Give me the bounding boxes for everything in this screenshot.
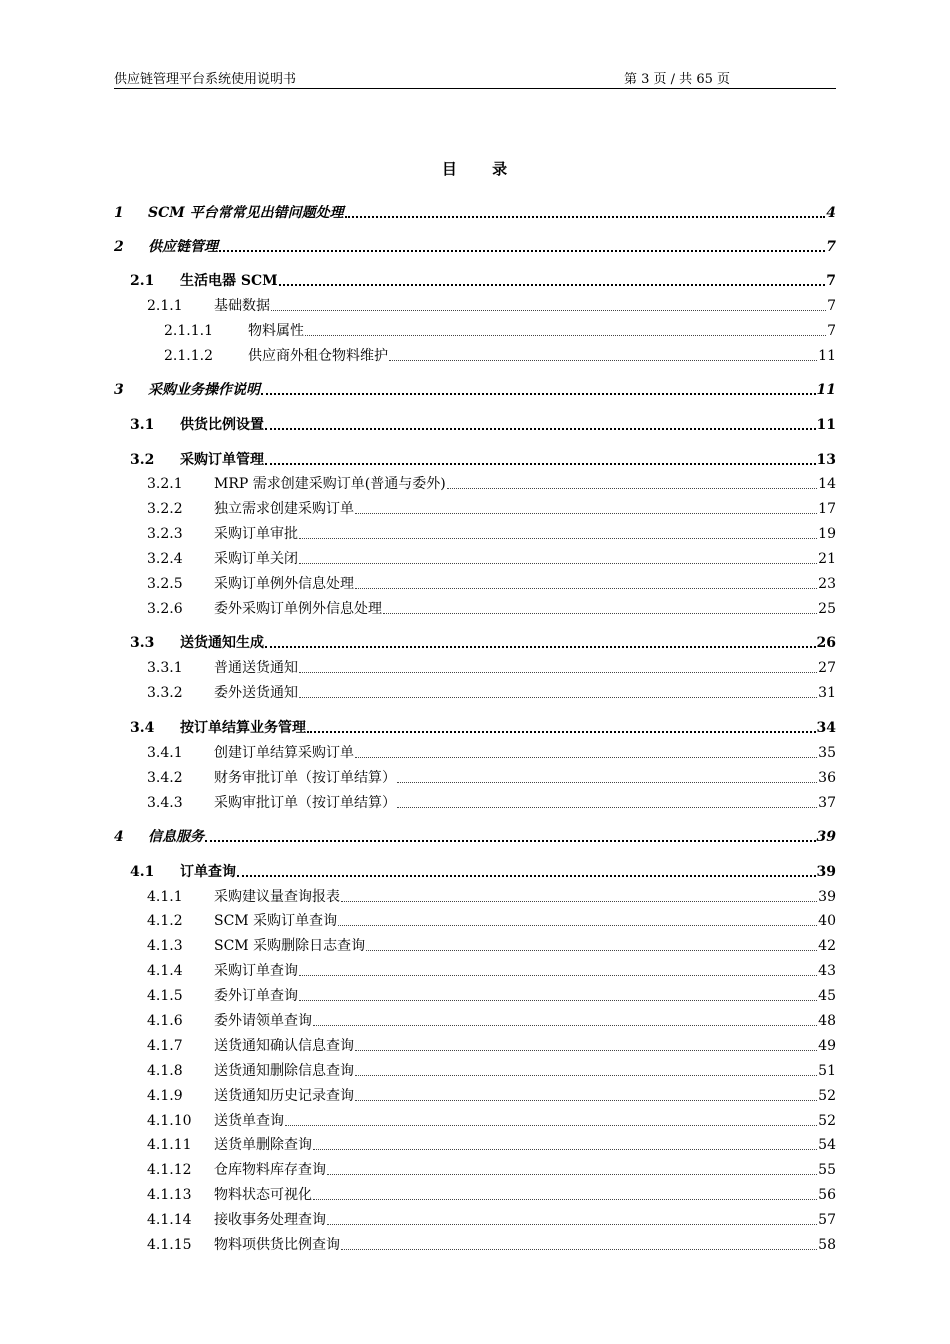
dot-leader (299, 1000, 817, 1001)
toc-entry-page: 25 (818, 601, 836, 617)
dot-leader (299, 672, 817, 673)
dot-leader (313, 1149, 817, 1150)
toc-entry[interactable] (114, 861, 836, 881)
toc-entry[interactable] (114, 345, 836, 365)
toc-entry[interactable] (114, 236, 836, 256)
toc-entry-number: 3.4.1 (147, 745, 183, 761)
toc-entry-number: 4.1.7 (147, 1038, 183, 1054)
dot-leader (355, 1050, 817, 1051)
toc-entry-number: 3.4 (130, 720, 155, 736)
toc-entry-label: 物料属性 (248, 323, 304, 339)
toc-entry-label: 采购订单关闭 (214, 551, 298, 567)
document-title: 供应链管理平台系统使用说明书 (114, 72, 297, 87)
dot-leader (299, 697, 817, 698)
toc-entry[interactable] (114, 657, 836, 677)
toc-entry-number: 4.1.14 (147, 1212, 192, 1228)
toc-entry-number: 3.2 (130, 452, 155, 468)
toc-entry[interactable] (114, 742, 836, 762)
toc-entry[interactable] (114, 935, 836, 955)
toc-entry-number: 4.1.6 (147, 1013, 183, 1029)
toc-entry-page: 54 (818, 1137, 836, 1153)
toc-entry-label: 委外采购订单例外信息处理 (214, 601, 382, 617)
dot-leader (313, 1025, 817, 1026)
dot-leader (355, 757, 817, 758)
dot-leader (299, 563, 817, 564)
toc-entry-number: 2 (114, 239, 124, 255)
toc-entry-label: 送货通知历史记录查询 (214, 1088, 354, 1104)
dot-leader (447, 488, 818, 489)
toc-entry[interactable] (114, 498, 836, 518)
toc-entry-label: 财务审批订单（按订单结算） (214, 770, 396, 786)
toc-entry-label: 普通送货通知 (214, 660, 298, 676)
toc-entry[interactable] (114, 1134, 836, 1154)
toc-entry-label: 委外订单查询 (214, 988, 298, 1004)
toc-entry-page: 11 (816, 417, 836, 433)
toc-entry-page: 49 (818, 1038, 836, 1054)
dot-leader (299, 975, 817, 976)
toc-entry-page: 36 (818, 770, 836, 786)
toc-entry[interactable] (114, 1159, 836, 1179)
toc-entry-page: 7 (826, 239, 836, 255)
toc-entry-number: 3.2.6 (147, 601, 183, 617)
dot-leader (305, 335, 826, 336)
toc-entry-number: 4.1 (130, 864, 155, 880)
toc-entry[interactable] (114, 270, 836, 290)
toc-entry-page: 57 (818, 1212, 836, 1228)
toc-entry-page: 26 (816, 635, 836, 651)
toc-entry-number: 3.4.3 (147, 795, 183, 811)
toc-entry-page: 48 (818, 1013, 836, 1029)
toc-entry-label: 送货单删除查询 (214, 1137, 312, 1153)
toc-entry-number: 4.1.12 (147, 1162, 192, 1178)
dot-leader (271, 310, 826, 311)
toc-entry[interactable] (114, 1010, 836, 1030)
toc-entry-label: 采购订单查询 (214, 963, 298, 979)
toc-entry-label: 独立需求创建采购订单 (214, 501, 354, 517)
dot-leader (383, 613, 817, 614)
toc-entry-label: MRP 需求创建采购订单(普通与委外) (214, 476, 446, 492)
toc-entry-label: 采购订单管理 (180, 452, 264, 468)
toc-entry[interactable] (114, 826, 836, 846)
toc-entry-label: 送货单查询 (214, 1113, 284, 1129)
toc-entry-page: 7 (827, 323, 836, 339)
toc-entry[interactable] (114, 523, 836, 543)
toc-entry-label: 委外送货通知 (214, 685, 298, 701)
toc-entry[interactable] (114, 717, 836, 737)
dot-leader (279, 284, 826, 286)
toc-entry-label: 物料状态可视化 (214, 1187, 312, 1203)
toc-entry-page: 40 (818, 913, 836, 929)
toc-entry-page: 55 (818, 1162, 836, 1178)
toc-entry-label: 委外请领单查询 (214, 1013, 312, 1029)
dot-leader (366, 950, 817, 951)
toc-entry-page: 58 (818, 1237, 836, 1253)
toc-entry-page: 52 (818, 1088, 836, 1104)
toc-entry[interactable] (114, 1110, 836, 1130)
toc-entry-label: 供货比例设置 (180, 417, 264, 433)
toc-entry-label: 接收事务处理查询 (214, 1212, 326, 1228)
toc-entry-label: 信息服务 (148, 829, 204, 845)
dot-leader (237, 875, 816, 877)
toc-entry-page: 43 (818, 963, 836, 979)
toc-entry[interactable] (114, 886, 836, 906)
dot-leader (355, 588, 817, 589)
toc-entry[interactable] (114, 985, 836, 1005)
dot-leader (265, 428, 816, 430)
toc-entry-label: 采购订单审批 (214, 526, 298, 542)
toc-entry-number: 3.2.4 (147, 551, 183, 567)
dot-leader (355, 1100, 817, 1101)
dot-leader (299, 538, 817, 539)
toc-entry-label: 采购订单例外信息处理 (214, 576, 354, 592)
toc-entry-number: 3.1 (130, 417, 155, 433)
toc-entry-page: 17 (818, 501, 836, 517)
toc-entry-label: 采购审批订单（按订单结算） (214, 795, 396, 811)
toc-entry-number: 4.1.2 (147, 913, 183, 929)
toc-entry-label: 生活电器 SCM (180, 273, 278, 289)
toc-entry-number: 3.2.5 (147, 576, 183, 592)
toc-entry-number: 2.1 (130, 273, 155, 289)
dot-leader (345, 216, 826, 218)
toc-entry-number: 3.2.3 (147, 526, 183, 542)
toc-entry-page: 35 (818, 745, 836, 761)
toc-title-char: 录 (492, 160, 509, 178)
toc-entry-number: 4.1.5 (147, 988, 183, 1004)
toc-entry-page: 37 (818, 795, 836, 811)
toc-entry-number: 4.1.3 (147, 938, 183, 954)
toc-entry[interactable] (114, 548, 836, 568)
toc-entry[interactable] (114, 767, 836, 787)
toc-entry-label: 采购建议量查询报表 (214, 889, 340, 905)
dot-leader (265, 646, 816, 648)
toc-entry-number: 3.3 (130, 635, 155, 651)
dot-leader (219, 250, 825, 252)
toc-entry-number: 4.1.8 (147, 1063, 183, 1079)
toc-entry-label: 送货通知删除信息查询 (214, 1063, 354, 1079)
toc-entry-number: 4.1.4 (147, 963, 183, 979)
toc-entry-number: 3.3.2 (147, 685, 183, 701)
dot-leader (313, 1199, 817, 1200)
dot-leader (389, 360, 817, 361)
toc-entry-page: 51 (818, 1063, 836, 1079)
toc-entry[interactable] (114, 1085, 836, 1105)
toc-entry-number: 3 (114, 382, 124, 398)
toc-entry-page: 7 (826, 273, 836, 289)
toc-entry[interactable] (114, 449, 836, 469)
toc-title-char: 目 (441, 160, 458, 178)
toc-entry-label: 采购业务操作说明 (148, 382, 260, 398)
toc-entry[interactable] (114, 632, 836, 652)
toc-entry-page: 21 (818, 551, 836, 567)
toc-entry[interactable] (114, 598, 836, 618)
toc-entry-page: 23 (818, 576, 836, 592)
toc-entry[interactable] (114, 682, 836, 702)
toc-entry-number: 4.1.9 (147, 1088, 183, 1104)
toc-entry-page: 4 (826, 205, 836, 221)
toc-entry-number: 3.2.2 (147, 501, 183, 517)
toc-entry[interactable] (114, 1060, 836, 1080)
toc-title (0, 158, 950, 179)
toc-entry-number: 4.1.10 (147, 1113, 192, 1129)
toc-entry-label: SCM 平台常常见出错问题处理 (148, 205, 344, 221)
toc-entry-label: 基础数据 (214, 298, 270, 314)
toc-entry-label: 送货通知生成 (180, 635, 264, 651)
page-number: 第 3 页 / 共 65 页 (624, 72, 730, 87)
toc-entry-number: 4 (114, 829, 124, 845)
toc-entry-number: 4.1.13 (147, 1187, 192, 1203)
dot-leader (327, 1224, 817, 1225)
toc-entry-number: 4.1.1 (147, 889, 183, 905)
toc-entry-page: 45 (818, 988, 836, 1004)
toc-entry-number: 3.2.1 (147, 476, 183, 492)
dot-leader (341, 901, 817, 902)
dot-leader (341, 1249, 817, 1250)
toc-entry-label: 仓库物料库存查询 (214, 1162, 326, 1178)
toc-entry-label: 供应商外租仓物料维护 (248, 348, 388, 364)
toc-entry-page: 39 (816, 829, 836, 845)
dot-leader (327, 1174, 817, 1175)
toc-entry-number: 1 (114, 205, 124, 221)
toc-entry-number: 2.1.1 (147, 298, 183, 314)
toc-entry[interactable] (114, 1209, 836, 1229)
toc-entry-page: 27 (818, 660, 836, 676)
toc-entry-number: 4.1.15 (147, 1237, 192, 1253)
toc-entry[interactable] (114, 379, 836, 399)
dot-leader (355, 513, 817, 514)
toc-entry-number: 2.1.1.2 (164, 348, 213, 364)
dot-leader (261, 393, 816, 395)
toc-entry-page: 19 (818, 526, 836, 542)
dot-leader (397, 782, 817, 783)
toc-entry-label: 订单查询 (180, 864, 236, 880)
toc-entry-page: 14 (818, 476, 836, 492)
toc-entry[interactable] (114, 320, 836, 340)
dot-leader (397, 807, 817, 808)
dot-leader (338, 925, 817, 926)
toc-entry-page: 31 (818, 685, 836, 701)
toc-entry-page: 39 (818, 889, 836, 905)
toc-entry-page: 13 (816, 452, 836, 468)
toc-entry[interactable] (114, 960, 836, 980)
toc-entry-number: 3.4.2 (147, 770, 183, 786)
toc-entry-page: 52 (818, 1113, 836, 1129)
toc-entry[interactable] (114, 1035, 836, 1055)
toc-entry[interactable] (114, 202, 836, 222)
toc-entry-page: 7 (827, 298, 836, 314)
toc-entry[interactable] (114, 1234, 836, 1254)
toc-entry-label: 创建订单结算采购订单 (214, 745, 354, 761)
dot-leader (355, 1075, 817, 1076)
toc-entry-page: 39 (816, 864, 836, 880)
toc-entry-label: 供应链管理 (148, 239, 218, 255)
toc-entry[interactable] (114, 792, 836, 812)
toc-entry[interactable] (114, 1184, 836, 1204)
toc-entry-page: 11 (818, 348, 836, 364)
toc-entry-page: 56 (818, 1187, 836, 1203)
toc-entry-page: 11 (816, 382, 836, 398)
toc-entry[interactable] (114, 295, 836, 315)
toc-entry[interactable] (114, 473, 836, 493)
toc-entry[interactable] (114, 910, 836, 930)
toc-entry-label: 送货通知确认信息查询 (214, 1038, 354, 1054)
toc-entry-number: 4.1.11 (147, 1137, 192, 1153)
toc-entry-page: 34 (816, 720, 836, 736)
toc-entry-page: 42 (818, 938, 836, 954)
toc-entry-label: SCM 采购订单查询 (214, 913, 338, 929)
toc-entry[interactable] (114, 414, 836, 434)
toc-entry-label: SCM 采购删除日志查询 (214, 938, 366, 954)
dot-leader (205, 840, 816, 842)
toc-entry-label: 按订单结算业务管理 (180, 720, 306, 736)
toc-entry-number: 3.3.1 (147, 660, 183, 676)
dot-leader (285, 1125, 817, 1126)
toc-entry-label: 物料项供货比例查询 (214, 1237, 340, 1253)
page-header (114, 66, 836, 89)
dot-leader (307, 731, 816, 733)
dot-leader (265, 463, 816, 465)
toc-entry-number: 2.1.1.1 (164, 323, 213, 339)
toc-entry[interactable] (114, 573, 836, 593)
